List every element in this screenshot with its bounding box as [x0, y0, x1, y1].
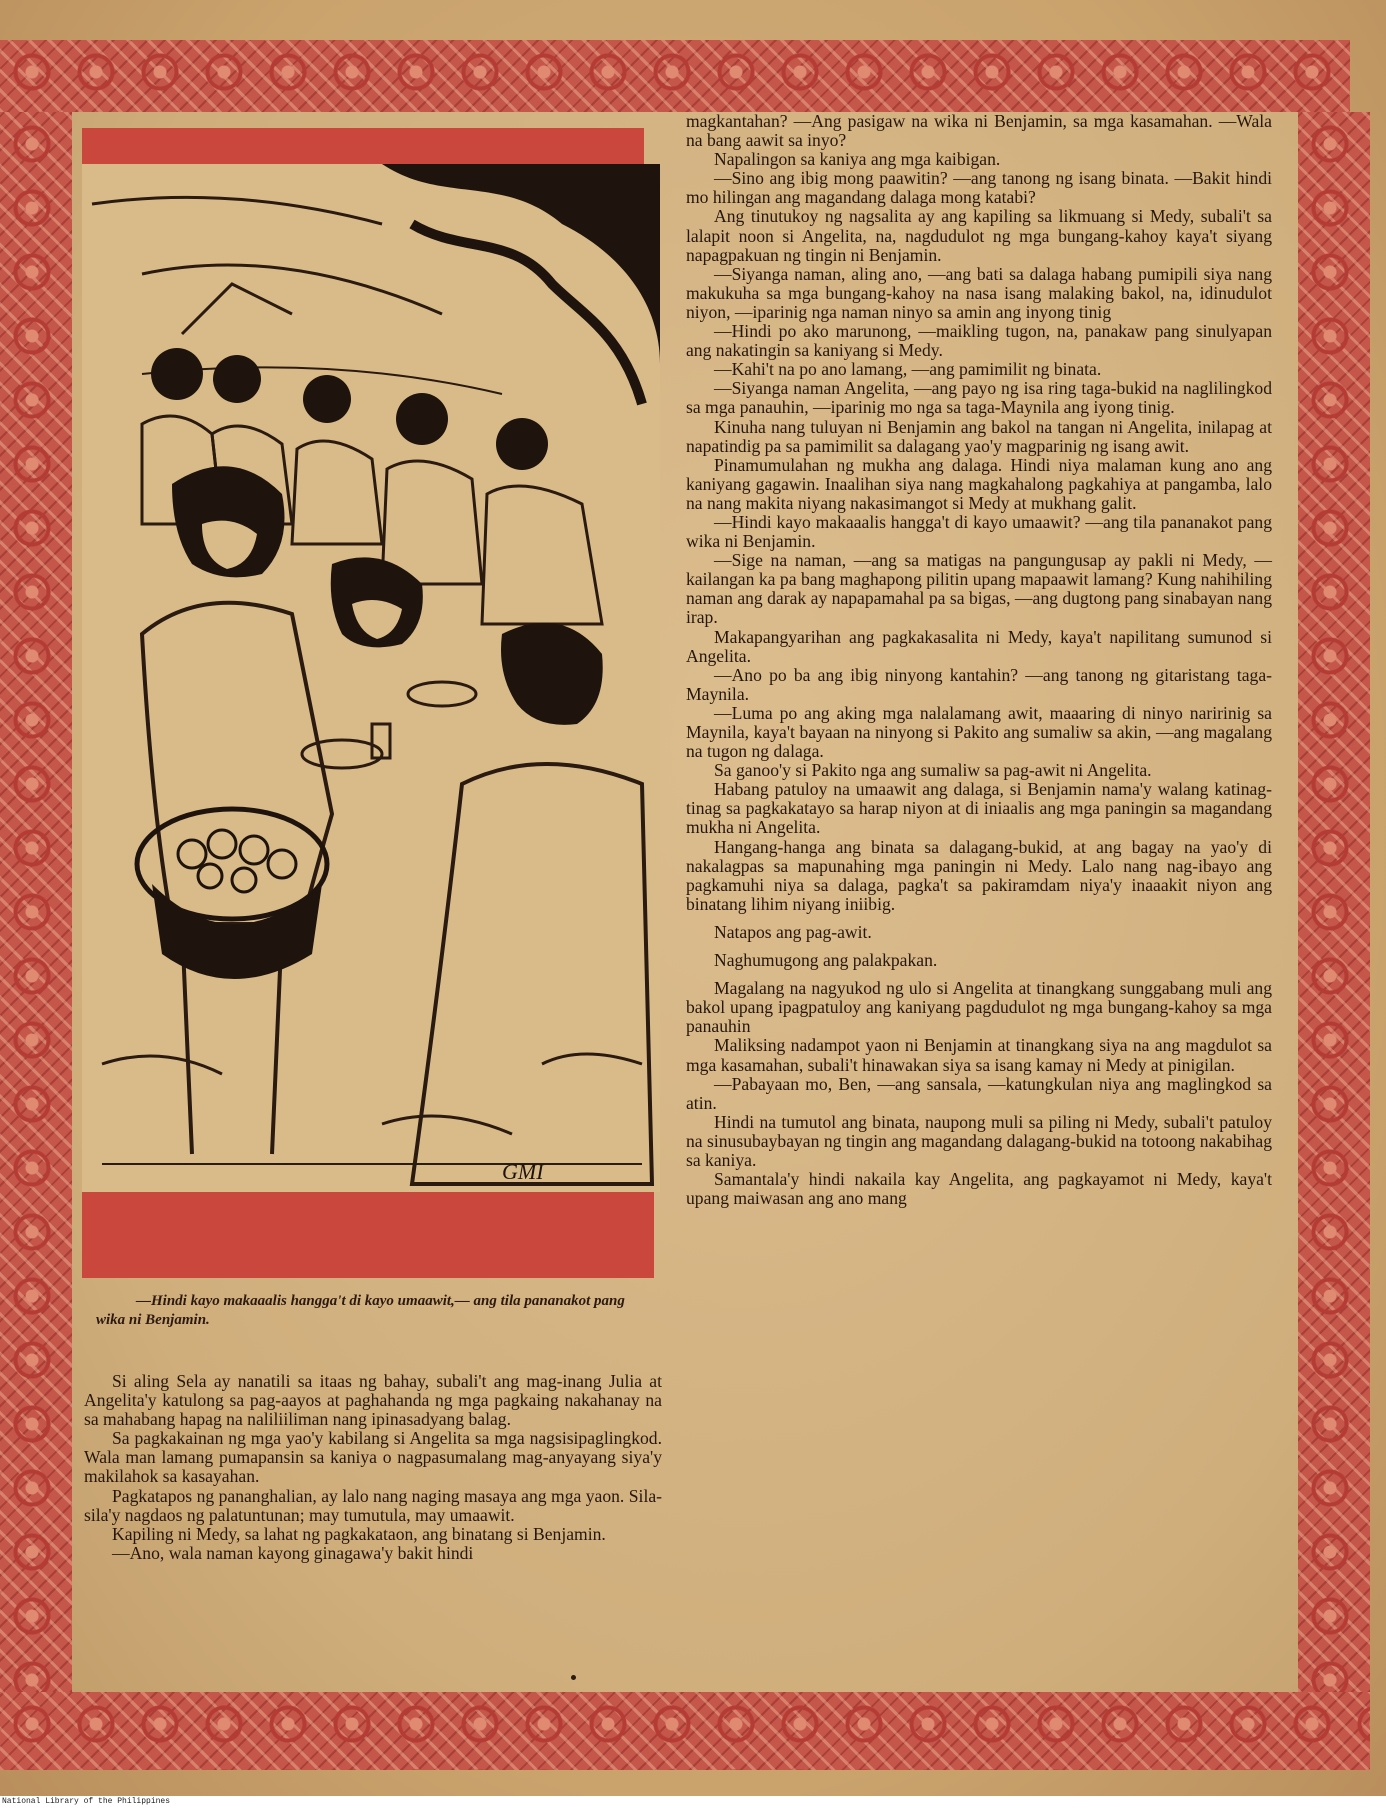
paragraph: Kapiling ni Medy, sa lahat ng pagkakataon, ang binatang si Benjamin.: [112, 1523, 606, 1544]
paragraph: —Kahi't na po ano lamang, —ang pamimilit ng binata.: [714, 359, 1102, 380]
paragraph: —Luma po ang aking mga nalalamang awit, maaaring di ninyo naririnig sa Maynila, kaya't bayaan na ninyong si Pakito ang sumaliw sa akin, —ang magalang na tugon ng dalaga.: [686, 702, 1272, 762]
paragraph: —Pabayaan mo, Ben, —ang sansala, —katungkulan niya ang maglingkod sa atin.: [686, 1073, 1272, 1113]
paragraph: Maliksing nadampot yaon ni Benjamin at tinangkang siya na ang magdulot sa mga kasamahan, subali't hinawakan siya sa isang kamay ni Medy at pinigilan.: [686, 1035, 1272, 1075]
decorative-border-bottom: [0, 1692, 1370, 1770]
footer-strip: [0, 1796, 1386, 1808]
decorative-border-right: [1298, 112, 1370, 1692]
paragraph: Samantala'y hindi nakaila kay Angelita, ang pagkayamot ni Medy, kaya't upang maiwasan ang ano mang: [686, 1169, 1272, 1209]
paragraph: Sa pagkakainan ng mga yao'y kabilang si Angelita sa mga nagsisipaglingkod. Wala man lamang pumapansin sa kaniya o nagpasumalang mag-anyayang siya'y makilahok sa kasayahan.: [84, 1428, 662, 1487]
paragraph: Ang tinutukoy ng nagsalita ay ang kapiling sa likmuang si Medy, subali't sa lalapit noon si Angelita, na, nagdudulot ng mga bungang-kahoy kaya't siyang napagpakuan ng tingin ni Benjamin.: [686, 206, 1272, 265]
paragraph: —Siyanga naman, aling ano, —ang bati sa dalaga habang pumipili siya nang makukuha sa mga bungang-kahoy na nasa isang malaking bakol, na, idinudulot niyon, —iparinig nga naman ninyo sa amin ang inyong tinig: [686, 263, 1272, 322]
paragraph: Magalang na nagyukod ng ulo si Angelita at tinangkang sunggabang muli ang bakol upang ipagpatuloy ang kaniyang pagdudulot ng mga bungang-kahoy sa mga panauhin: [686, 978, 1272, 1037]
paragraph: magkantahan? —Ang pasigaw na wika ni Benjamin, sa mga kasamahan. —Wala na bang aawit sa inyo?: [686, 111, 1272, 151]
illustration-red-bar-top: [82, 128, 644, 164]
paragraph: Hindi na tumutol ang binata, naupong muli sa piling ni Medy, subali't patuloy na sinusubaybayan ng tingin ang magandang dalagang-bukid na totoong nakabihag sa kaniya.: [686, 1111, 1272, 1170]
decorative-border-top: [0, 40, 1350, 112]
paragraph: Naghumugong ang palakpakan.: [714, 950, 938, 971]
illustration-caption: —Hindi kayo makaaalis hangga't di kayo umaawit,— ang tila pananakot pang wika ni Benjamin.: [96, 1293, 625, 1328]
paragraph: Si aling Sela ay nanatili sa itaas ng bahay, subali't ang mag-inang Julia at Angelita'y katulong sa pag-aayos at paghahanda ng mga pagkaing nakahanay na sa mahabang hapag na naliliiliman nang ipinasadyang balag.: [84, 1371, 662, 1430]
paragraph: Habang patuloy na umaawit ang dalaga, si Benjamin nama'y walang katinag-tinag sa pagkakatayo sa harap niyon at di iniaalis ang mga paningin sa magandang mukha ni Angelita.: [686, 779, 1272, 838]
paragraph: Napalingon sa kaniya ang mga kaibigan.: [714, 149, 1001, 170]
decorative-border-left: [0, 112, 72, 1692]
story-illustration: [82, 128, 660, 1278]
paragraph: —Sige na naman, —ang sa matigas na pangungusap ay pakli ni Medy, —kailangan ka pa bang maghapong pilitin upang mapaawit lamang? Kung nahihiling naman ang darak ay napapamahal pa sa bigas, —ang dugtong pang sinabayan nang irap.: [686, 550, 1272, 628]
paragraph: Natapos ang pag-awit.: [714, 921, 872, 942]
page-dot: [571, 1675, 576, 1680]
artist-signature: GMI: [502, 1159, 544, 1184]
left-text-column: [84, 1372, 662, 1563]
paragraph: —Sino ang ibig mong paawitin? —ang tanong ng isang binata. —Bakit hindi mo hilingan ang magandang dalaga mong katabi?: [686, 168, 1272, 208]
paragraph: Kinuha nang tuluyan ni Benjamin ang bakol na tangan ni Angelita, inilapag at napatindig pa sa pamimilit sa dalagang yao'y magparinig ng isang awit.: [686, 416, 1272, 456]
paragraph: Pinamumulahan ng mukha ang dalaga. Hindi niya malaman kung ano ang kaniyang gagawin. Inaalihan siya nang magkahalong pagkahiya at pangamba, lalo na nang makita niyang nakasimangot si Medy at mukhang galit.: [686, 454, 1272, 513]
right-text-column: [686, 112, 1272, 1208]
paragraph: Hangang-hanga ang binata sa dalagang-bukid, at ang bagay na yao'y di nakalagpas sa mapunahing mga paningin ni Medy. Lalo nang nag-ibayo ang pagkamuhi niya sa dalaga, pagka't sa pakiramdam niya'y inaaakit niyon ang binatang lihim niyang iniibig.: [686, 836, 1272, 914]
paragraph: —Siyanga naman Angelita, —ang payo ng isa ring taga-bukid na naglilingkod sa mga panauhin, —iparinig mo nga sa taga-Maynila ang iyong tinig.: [686, 378, 1272, 418]
illustration-drawing: [82, 164, 660, 1192]
paragraph: —Hindi kayo makaaalis hangga't di kayo umaawit? —ang tila pananakot pang wika ni Benjamin.: [686, 511, 1272, 552]
paragraph: Makapangyarihan ang pagkakasalita ni Medy, kaya't napilitang sumunod si Angelita.: [686, 626, 1272, 666]
paragraph: Pagkatapos ng pananghalian, ay lalo nang naging masaya ang mga yaon. Sila-sila'y nagdaos ng palatuntunan; may tumutula, may umaawit.: [84, 1485, 662, 1525]
paragraph: —Ano po ba ang ibig ninyong kantahin? —ang tanong ng gitaristang taga-Maynila.: [686, 664, 1272, 704]
paragraph: Sa ganoo'y si Pakito nga ang sumaliw sa pag-awit ni Angelita.: [714, 760, 1152, 781]
library-footer: National Library of the Philippines: [2, 1797, 171, 1806]
paragraph: —Ano, wala naman kayong ginagawa'y bakit hindi: [112, 1542, 474, 1563]
illustration-red-bar-bottom: [82, 1192, 654, 1278]
paragraph: —Hindi po ako marunong, —maikling tugon, na, panakaw pang sinulyapan ang nakatingin sa kaniyang si Medy.: [686, 321, 1272, 361]
